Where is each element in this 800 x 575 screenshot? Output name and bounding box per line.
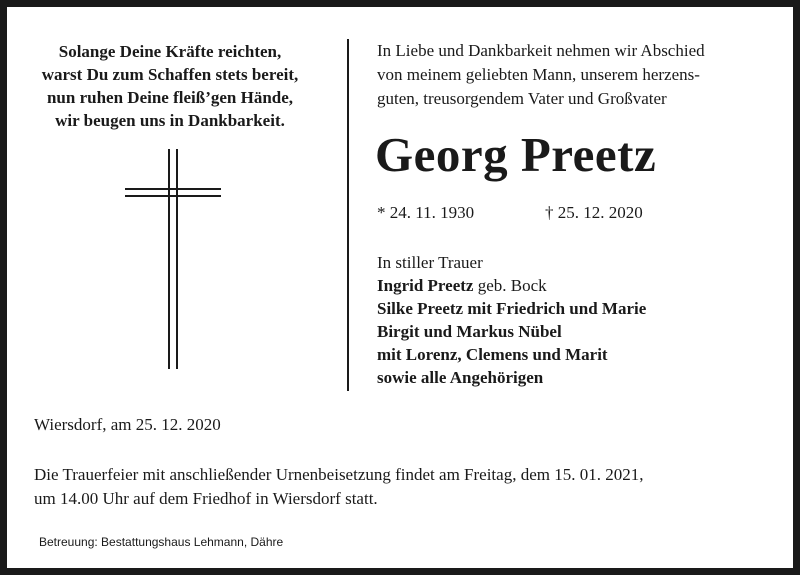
poem-line: warst Du zum Schaffen stets bereit, bbox=[41, 65, 299, 84]
mourning-heading: In stiller Trauer bbox=[377, 253, 483, 272]
poem-line: Solange Deine Kräfte reichten, bbox=[58, 42, 282, 61]
birth-date: * 24. 11. 1930 bbox=[377, 203, 475, 222]
poem-line: wir beugen uns in Dankbarkeit. bbox=[55, 111, 285, 130]
memorial-poem bbox=[29, 40, 311, 132]
spouse-name: Ingrid Preetz bbox=[377, 276, 474, 295]
mourner-entry: sowie alle Angehörigen bbox=[377, 368, 544, 387]
mourner-entry: Birgit und Markus Nübel bbox=[377, 322, 562, 341]
mourner-entry: Silke Preetz mit Friedrich und Marie bbox=[377, 299, 647, 318]
deceased-name: Georg Preetz bbox=[375, 127, 657, 182]
column-divider bbox=[347, 39, 349, 391]
intro-line: In Liebe und Dankbarkeit nehmen wir Abschied bbox=[377, 41, 705, 60]
life-dates bbox=[377, 201, 643, 225]
service-line: Die Trauerfeier mit anschließender Urnenbeisetzung findet am Freitag, dem 15. 01. 2021, bbox=[34, 465, 644, 484]
intro-line: guten, treusorgendem Vater und Großvater bbox=[377, 89, 667, 108]
mourner-entry: mit Lorenz, Clemens und Marit bbox=[377, 345, 608, 364]
mourner-entry bbox=[377, 274, 646, 297]
farewell-intro bbox=[377, 39, 787, 111]
cross-icon bbox=[125, 149, 225, 369]
poem-line: nun ruhen Deine fleiß’gen Hände, bbox=[46, 88, 294, 107]
death-date: † 25. 12. 2020 bbox=[545, 203, 643, 222]
place-and-date: Wiersdorf, am 25. 12. 2020 bbox=[34, 415, 221, 434]
mourners-list bbox=[377, 251, 646, 389]
spouse-maiden-name: geb. Bock bbox=[473, 276, 547, 295]
intro-line: von meinem geliebten Mann, unserem herzens- bbox=[377, 65, 700, 84]
undertaker-credit: Betreuung: Bestattungshaus Lehmann, Dähre bbox=[39, 535, 284, 549]
funeral-service-info bbox=[34, 463, 643, 511]
service-line: um 14.00 Uhr auf dem Friedhof in Wiersdorf statt. bbox=[34, 489, 378, 508]
